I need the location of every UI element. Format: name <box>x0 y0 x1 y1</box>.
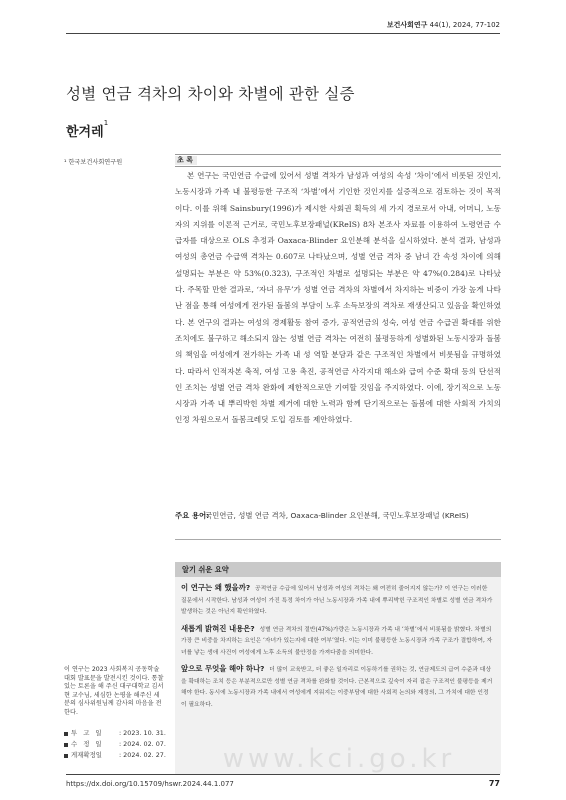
keywords-text: 국민연금, 성별 연금 격차, Oaxaca-Blinder 요인분해, 국민노후보장패널 (KReIS) <box>205 511 469 520</box>
author <box>66 121 108 140</box>
summary-item-why <box>181 582 493 619</box>
date-label: 투 고 일 <box>71 729 104 737</box>
date-value: : 2023. 10. 31. <box>119 729 166 737</box>
abstract-header <box>175 154 501 167</box>
bullet-square-icon <box>64 743 68 747</box>
author-name: 한겨레 <box>66 125 104 140</box>
date-row-accepted <box>64 750 168 761</box>
summary-question: 새롭게 밝혀진 내용은? <box>181 623 255 633</box>
abstract-label: 초 록 <box>175 156 197 165</box>
plain-summary-box <box>175 562 501 774</box>
header-rule <box>66 33 500 34</box>
doi-link[interactable]: https://dx.doi.org/10.15709/hswr.2024.44.1.077 <box>66 780 234 788</box>
abstract-text: 본 연구는 국민연금 수급에 있어서 성별 격차가 남성과 여성의 속성 ‘차이’에서 비롯된 것인지, 노동시장과 가족 내 불평등한 구조적 ‘차별’에서 기인한 것인지를 실증적으로 검토하는 것이 목적이다. 이를 위해 Sainsbury(1996)가 제시한 사회권 획득의 세 가지 경로로서 아내, 어머니, 노동자의 지위를 이론적 근거로, 국민노후보장패널(KReIS) 8차 본조사 자료를 이용하여 노령연금 수급자를 대상으로 OLS 추정과 Oaxaca-Blinder 요인분해 분석을 실시하였다. 분석 결과, 남성과 여성의 총연금 수급액 격차는 0.607로 나타났으며, 성별 연금 격차 중 남녀 간 속성 차이에 의해 설명되는 부분은 약 53%(0.323), 구조적인 차별로 설명되는 부분은 약 47%(0.284)로 나타났다. 주목할 만한 결과로, ‘자녀 유무’가 성별 연금 격차의 차별에서 차지하는 비중이 가장 높게 나타난 점을 통해 여성에게 전가된 돌봄의 부담이 노후 소득보장의 격차로 재생산되고 있음을 확인하였다. 본 연구의 결과는 여성의 경제활동 참여 증가, 공적연금의 성숙, 여성 연금 수급권 확대를 위한 조치에도 불구하고 해소되지 않는 성별 연금 격차는 여전히 불평등하게 성별화된 노동시장과 돌봄의 책임을 여성에게 전가하는 가족 내 성 역할 분담과 같은 구조적인 차별에서 비롯됨을 규명하였다. 따라서 인적자본 축적, 여성 고용 촉진, 공적연금 사각지대 해소와 급여 수준 확대 등의 단선적인 조치는 성별 연금 격차 완화에 제한적으로만 기여할 것임을 주지하였다. 이에, 장기적으로 노동시장과 가족 내 뿌리박힌 차별 제거에 대한 노력과 함께 단기적으로는 돌봄에 대한 사회적 가치의 인정 차원으로서 돌봄크레딧 도입 검토를 제안하였다. <box>175 171 501 425</box>
watermark: www.kci.go.kr <box>222 744 456 774</box>
bullet-square-icon <box>64 732 68 736</box>
journal-issue: 44(1), 2024, 77-102 <box>429 21 500 29</box>
bullet-square-icon <box>64 754 68 758</box>
summary-heading: 알기 쉬운 요약 <box>175 562 501 577</box>
summary-answer: 공적연금 수급에 있어서 남성과 여성의 격차는 왜 여전히 줄어지지 않는가? 이 연구는 이러한 질문에서 시작한다. 남성과 여성이 가진 특정 차이가 아닌 노동시장과 가족 내에 뿌리박힌 구조적인 차별로 성별 연금 격차가 발생하는 것은 아닌지 확인하였다. <box>181 586 493 615</box>
submission-dates <box>64 728 168 761</box>
summary-answer: 더 많이 교육받고, 더 좋은 일자리로 이동하기를 권하는 것, 연금제도의 급여 수준과 대상을 확대하는 조치 등은 부분적으로만 성별 연금 격차를 완화할 것이다. 근본적으로 깊숙이 자리 잡은 구조적인 불평등을 제거해야 한다. 동시에 노동시장과 가족 내에서 여성에게 지워지는 이중부담에 대한 사회적 논의와 재정의, 그 가치에 대한 인정이 필요하다. <box>181 667 493 708</box>
keywords-label: 주요 용어: <box>175 511 210 520</box>
summary-body <box>175 577 501 711</box>
date-label: 수 정 일 <box>71 740 104 748</box>
page-number: 77 <box>488 779 500 788</box>
summary-question: 앞으로 무엇을 해야 하나? <box>181 664 265 673</box>
date-value: : 2024. 02. 07. <box>119 740 166 748</box>
date-value: : 2024. 02. 27. <box>119 751 166 759</box>
acknowledgement-note: 이 연구는 2023 사회복지 공동학술대회 발표문을 발전시킨 것이다. 통찰 있는 토론을 해 주신 대구대학교 김서현 교수님, 세심한 논평을 해주신 세 분의 심사위원님께 감사의 마음을 전한다. <box>64 666 164 716</box>
summary-answer: 성별 연금 격차의 절반(47%)가량은 노동시장과 가족 내 ‘차별’에서 비롯됨을 밝혔다. 차별의 가장 큰 비중을 차지하는 요인은 ‘자녀가 있는지에 대한 여부’였다. 이는 이미 불평등한 노동시장과 가족 구조가 결합하여, 자녀를 낳는 생애 사건이 여성에게 노후 소득의 불안정을 가져다줌을 의미한다. <box>181 626 493 656</box>
keywords-rule <box>175 539 501 540</box>
footer-rule <box>66 774 500 775</box>
journal-name: 보건사회연구 <box>386 21 428 29</box>
date-row-submitted <box>64 728 168 739</box>
date-label: 게재확정일 <box>71 751 102 759</box>
date-row-revised <box>64 739 168 750</box>
author-affil-mark: 1 <box>103 119 109 127</box>
summary-question: 이 연구는 왜 했을까? <box>181 583 251 592</box>
summary-item-next <box>181 663 493 711</box>
journal-header <box>387 20 500 30</box>
summary-item-findings <box>181 623 493 660</box>
affiliation: ¹ 한국보건사회연구원 <box>64 159 123 166</box>
paper-title: 성별 연금 격차의 차이와 차별에 관한 실증 <box>66 85 355 103</box>
